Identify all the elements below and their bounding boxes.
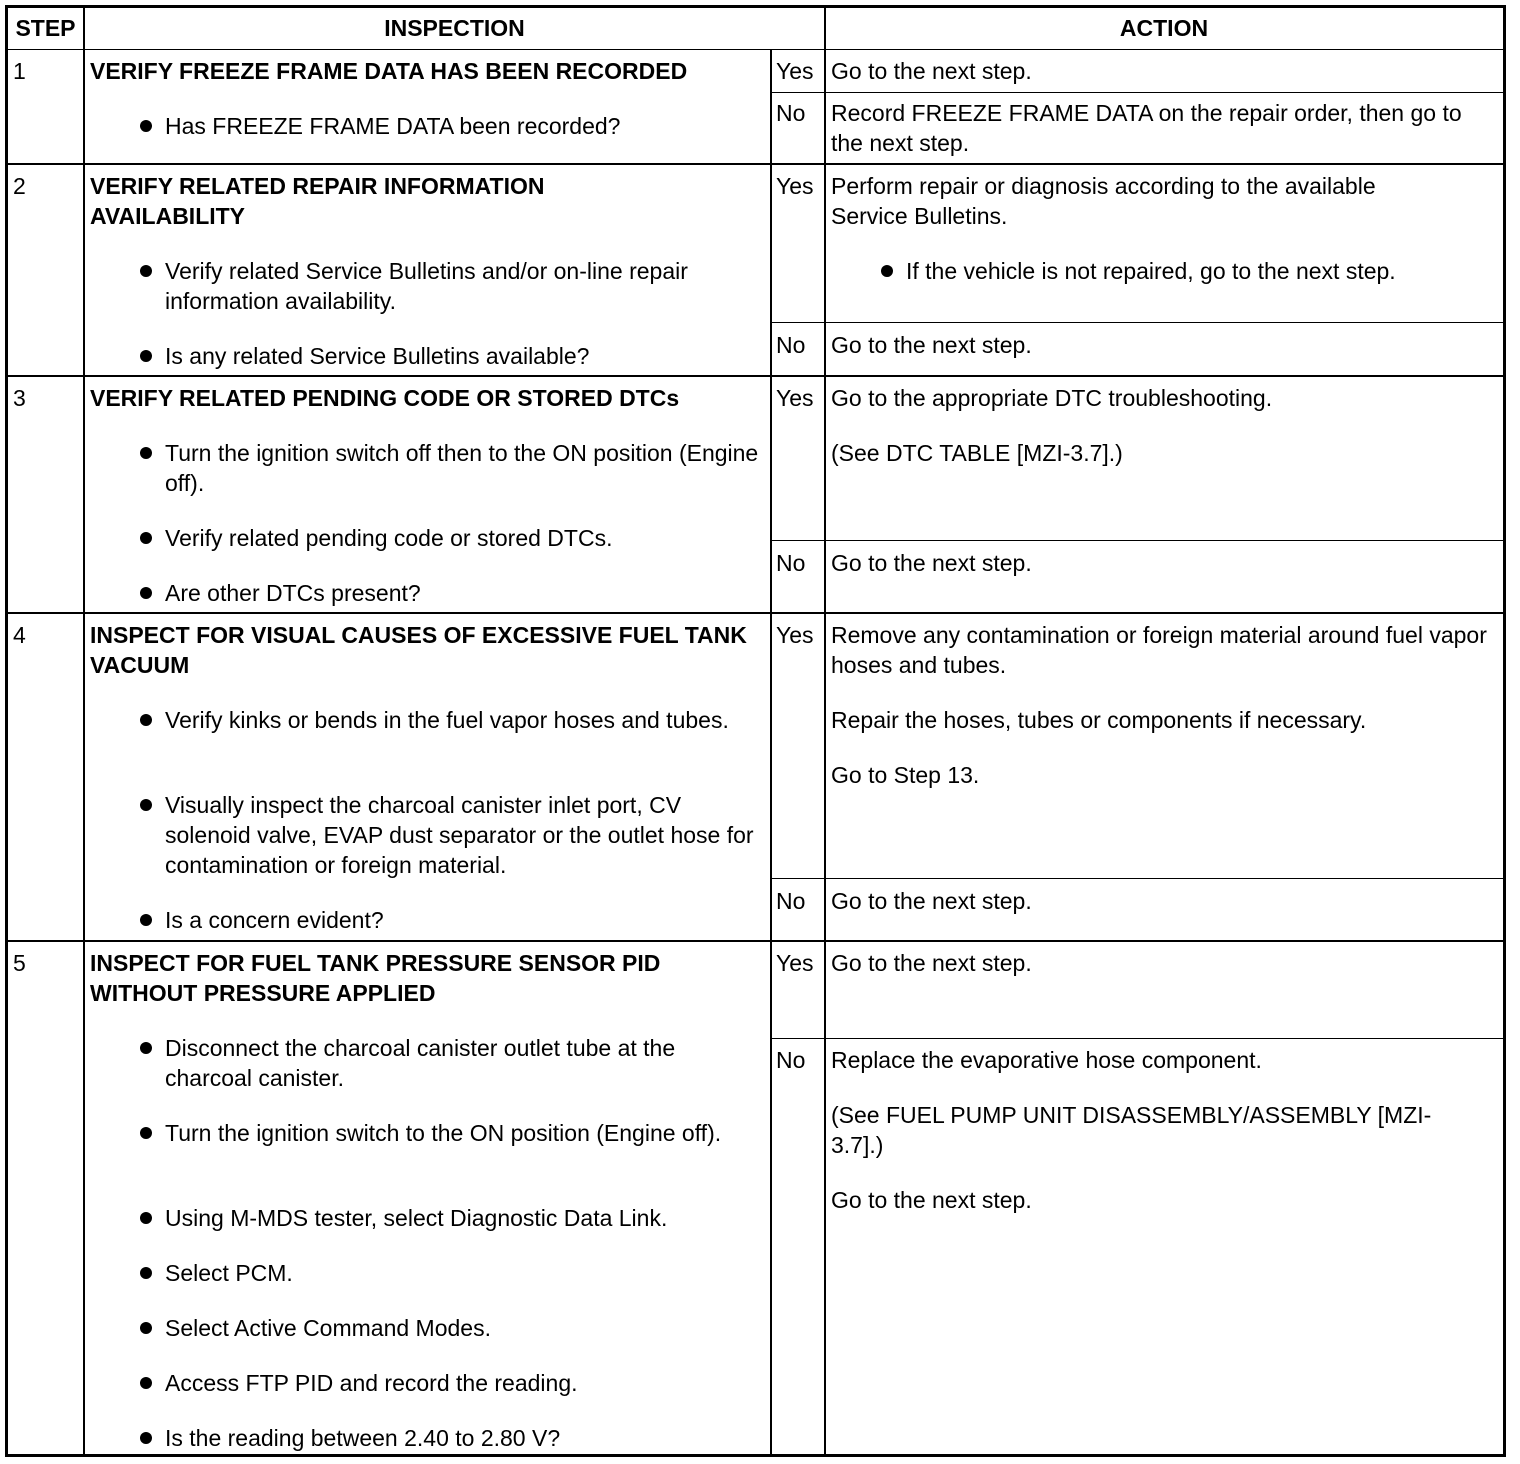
action-text: Go to the next step. (831, 888, 1032, 914)
step-number: 3 (13, 385, 26, 411)
inspection-bullet: Verify related pending code or stored DTCs. (90, 523, 765, 553)
action-text: Go to the next step. (831, 950, 1032, 976)
yesno-column-divider (770, 49, 772, 1454)
action-text: Replace the evaporative hose component. (831, 1047, 1262, 1073)
action-text: Repair the hoses, tubes or components if necessary. (831, 707, 1367, 733)
answer-no-label: No (776, 888, 806, 914)
step3-yes-no-divider (770, 540, 1503, 541)
inspection-bullet: Is any related Service Bulletins available? (90, 341, 765, 371)
step1-yes-no-divider (770, 92, 1503, 93)
step3-bottom-rule (8, 612, 1503, 614)
step1-bottom-rule (8, 163, 1503, 165)
action-text: Go to the next step. (831, 1187, 1032, 1213)
action-text: Record FREEZE FRAME DATA on the repair order, then go to the next step. (831, 100, 1462, 156)
step-number: 1 (13, 58, 26, 84)
answer-yes-label: Yes (776, 385, 814, 411)
answer-yes-label: Yes (776, 950, 814, 976)
action-text: Go to the appropriate DTC troubleshooting. (831, 385, 1273, 411)
answer-no-label: No (776, 1047, 806, 1073)
step-title: VERIFY RELATED PENDING CODE OR STORED DTCs (90, 385, 680, 411)
action-text: Remove any contamination or foreign material around fuel vapor hoses and tubes. (831, 622, 1487, 678)
answer-yes-label: Yes (776, 58, 814, 84)
answer-yes-label: Yes (776, 173, 814, 199)
step2-bottom-rule (8, 375, 1503, 377)
inspection-bullet: Select Active Command Modes. (90, 1313, 765, 1343)
inspection-bullet: Select PCM. (90, 1258, 765, 1288)
answer-no-label: No (776, 100, 806, 126)
step-number: 4 (13, 622, 26, 648)
inspection-bullet: Turn the ignition switch to the ON position (Engine off). (90, 1118, 765, 1148)
action-text: Go to the next step. (831, 550, 1032, 576)
header-step: STEP (15, 15, 76, 41)
inspection-bullet: Is a concern evident? (90, 905, 765, 935)
inspection-bullet: Is the reading between 2.40 to 2.80 V? (90, 1423, 765, 1453)
step-title: VERIFY FREEZE FRAME DATA HAS BEEN RECORDED (90, 58, 688, 84)
header-divider (8, 49, 1503, 50)
step-number: 5 (13, 950, 26, 976)
answer-no-label: No (776, 550, 806, 576)
action-text: (See DTC TABLE [MZI-3.7].) (831, 440, 1123, 466)
step-column-divider (83, 8, 85, 1454)
action-text: Go to Step 13. (831, 762, 980, 788)
inspection-bullet: Access FTP PID and record the reading. (90, 1368, 765, 1398)
inspection-bullet: Visually inspect the charcoal canister inlet port, CV solenoid valve, EVAP dust separator or the outlet hose for contamination or foreign material. (90, 790, 765, 880)
step-title: VERIFY RELATED REPAIR INFORMATION AVAILABILITY (90, 173, 545, 229)
action-text: Perform repair or diagnosis according to the available Service Bulletins. (831, 173, 1376, 229)
inspection-bullet: Has FREEZE FRAME DATA been recorded? (90, 111, 765, 141)
answer-no-label: No (776, 332, 806, 358)
inspection-bullet: Verify related Service Bulletins and/or on-line repair information availability. (90, 256, 765, 316)
inspection-bullet: Turn the ignition switch off then to the ON position (Engine off). (90, 438, 765, 498)
inspection-bullet: Verify kinks or bends in the fuel vapor hoses and tubes. (90, 705, 740, 735)
header-action: ACTION (1119, 15, 1209, 41)
action-text: Go to the next step. (831, 332, 1032, 358)
answer-yes-label: Yes (776, 622, 814, 648)
diagnostic-table (5, 5, 1506, 1457)
inspection-bullet: Are other DTCs present? (90, 578, 765, 608)
header-inspection: INSPECTION (384, 15, 525, 41)
step5-yes-no-divider (770, 1038, 1503, 1039)
step-title: INSPECT FOR VISUAL CAUSES OF EXCESSIVE FUEL TANK VACUUM (90, 622, 747, 678)
step-title: INSPECT FOR FUEL TANK PRESSURE SENSOR PID WITHOUT PRESSURE APPLIED (90, 950, 661, 1006)
action-column-divider (824, 8, 826, 1454)
inspection-bullet: Using M-MDS tester, select Diagnostic Data Link. (90, 1203, 765, 1233)
step4-yes-no-divider (770, 878, 1503, 879)
action-text: (See FUEL PUMP UNIT DISASSEMBLY/ASSEMBLY [MZI-3.7].) (831, 1102, 1432, 1158)
step-number: 2 (13, 173, 26, 199)
inspection-bullet: Disconnect the charcoal canister outlet tube at the charcoal canister. (90, 1033, 765, 1093)
step4-bottom-rule (8, 940, 1503, 942)
action-text: Go to the next step. (831, 58, 1032, 84)
action-bullet: If the vehicle is not repaired, go to the next step. (831, 256, 1499, 286)
step2-yes-no-divider (770, 322, 1503, 323)
